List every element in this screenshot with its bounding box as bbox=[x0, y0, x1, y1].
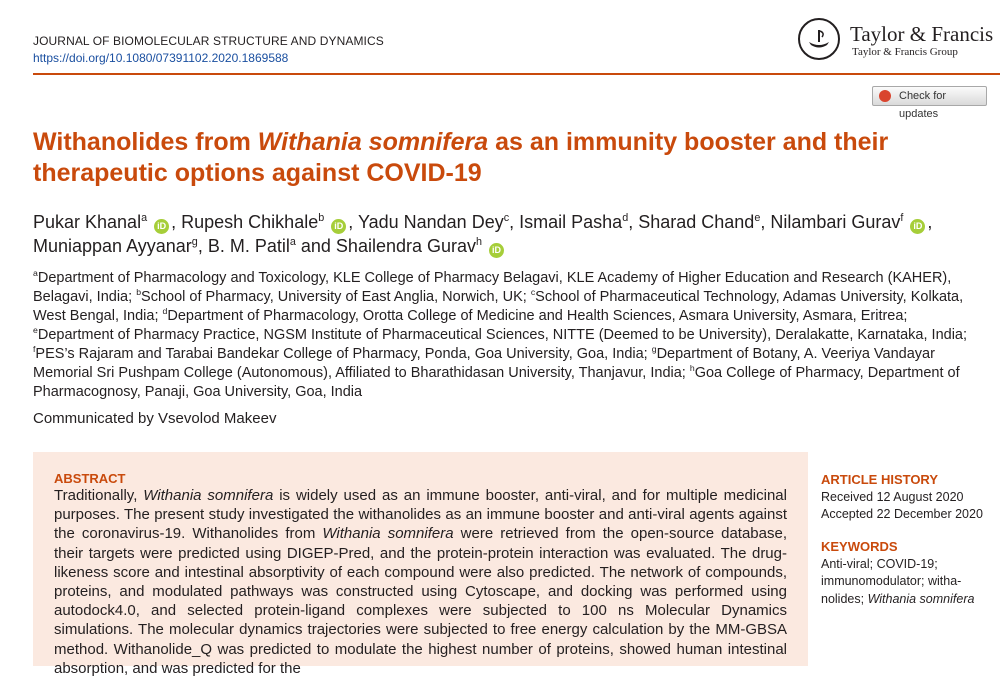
author-separator: , bbox=[927, 212, 933, 232]
affiliation-text: School of Pharmaceutical Technology, Adamas University, Kolkata, West Bengal, India; bbox=[33, 289, 964, 324]
doi-link[interactable]: https://doi.org/10.1080/07391102.2020.1869588 bbox=[33, 51, 289, 65]
author-affiliation-mark: a bbox=[289, 236, 296, 248]
author-name[interactable]: Shailendra Gurav bbox=[335, 236, 477, 256]
author-affiliation-mark: d bbox=[622, 212, 629, 224]
communicated-by: Communicated by Vsevolod Makeev bbox=[33, 410, 277, 427]
abstract-text: Traditionally, Withania somnifera is widely used as an immune booster, anti-viral, and for multiple medicinal purposes. The present study investigated the withanolides as an immune booster and anti-viral agents against the coronavirus-19. Withanolides from Withania somnifera were retrieved from the open-source database, their targets were predicted using DIGEP-Pred, and the protein-protein interaction was evaluated. The drug-likeness score and intestinal absorptivity of each compound were also predicted. The network of compounds, proteins, and modulated pathways was constructed using Cytoscape, and docking was performed using autodock4.0, and selected protein-ligand complexes were subjected to 100 ns Molecular Dynamics simulations. The molecular dynamics trajectories were subjected to free energy calculation by the MM-GBSA method. Withanolide_Q was predicted to modulate the highest number of proteins, showed human intestinal absorption, and was predicted for the bbox=[54, 487, 788, 677]
author-affiliation-mark: h bbox=[476, 236, 483, 248]
affiliation-key: f bbox=[33, 344, 36, 355]
affiliation-text: School of Pharmacy, University of East Anglia, Norwich, UK; bbox=[141, 289, 531, 305]
journal-name: JOURNAL OF BIOMOLECULAR STRUCTURE AND DYNAMICS bbox=[33, 34, 384, 48]
author-name[interactable]: Pukar Khanal bbox=[33, 212, 142, 232]
keywords bbox=[821, 538, 996, 608]
author-separator: , bbox=[348, 212, 358, 232]
article-history bbox=[821, 471, 996, 524]
author-name[interactable]: Rupesh Chikhale bbox=[181, 212, 319, 232]
author-separator: , bbox=[760, 212, 771, 232]
received-date: Received 12 August 2020 bbox=[821, 489, 964, 504]
publisher-name: Taylor & Francis bbox=[850, 22, 994, 46]
affiliation-key: e bbox=[33, 325, 38, 336]
affiliation-key: h bbox=[689, 363, 695, 374]
affiliation-text: Goa College of Pharmacy, Department of Pharmacognosy, Panaji, Goa University, Goa, India bbox=[33, 365, 960, 400]
article-history-heading: ARTICLE HISTORY bbox=[821, 472, 939, 487]
author-name[interactable]: Yadu Nandan Dey bbox=[357, 212, 504, 232]
abstract-heading: ABSTRACT bbox=[54, 471, 126, 486]
header-rule bbox=[33, 73, 1000, 75]
affiliation-text: Department of Pharmacology, Orotta College of Medicine and Health Sciences, Asmara University, Asmara, Eritrea; bbox=[167, 308, 908, 324]
crossmark-icon bbox=[879, 90, 891, 102]
affiliation-text: Department of Pharmacy Practice, NGSM Institute of Pharmaceutical Sciences, NITTE (Deemed to be University), Deralakatte, Karnataka, India; bbox=[37, 327, 968, 343]
affiliation-key: c bbox=[530, 287, 536, 298]
affiliation-text: Department of Pharmacology and Toxicology, KLE College of Pharmacy Belagavi, KLE Academy of Higher Education and Research (KAHER), Belagavi, India; bbox=[33, 270, 952, 305]
author-affiliation-mark: e bbox=[754, 212, 761, 224]
author-affiliation-mark: a bbox=[141, 212, 148, 224]
orcid-icon[interactable]: iD bbox=[154, 219, 169, 234]
affiliation-key: b bbox=[136, 287, 142, 298]
article-title: Withanolides from Withania somnifera as an immunity booster and their therapeutic options against COVID-19 bbox=[33, 128, 889, 187]
publisher-logo[interactable] bbox=[798, 18, 998, 68]
author-separator: , bbox=[509, 212, 520, 232]
author-name[interactable]: Nilambari Gurav bbox=[770, 212, 901, 232]
affiliation-text: Department of Botany, A. Veeriya Vandayar Memorial Sri Pushpam College (Autonomous), Affiliated to Bharathidasan University, Thanjavur, India; bbox=[33, 346, 935, 381]
publisher-emblem-icon bbox=[798, 18, 840, 60]
author-name[interactable]: B. M. Patil bbox=[207, 236, 290, 256]
affiliations bbox=[33, 269, 973, 402]
author-name[interactable]: Sharad Chand bbox=[638, 212, 755, 232]
author-affiliation-mark: c bbox=[503, 212, 510, 224]
author-affiliation-mark: g bbox=[191, 236, 198, 248]
author-separator: , bbox=[628, 212, 639, 232]
check-for-updates-label: Check for updates bbox=[899, 90, 947, 120]
affiliation-key: g bbox=[651, 344, 657, 355]
author-name[interactable]: Muniappan Ayyanar bbox=[33, 236, 192, 256]
author-separator: , bbox=[197, 236, 208, 256]
accepted-date: Accepted 22 December 2020 bbox=[821, 507, 983, 521]
author-list bbox=[33, 210, 993, 258]
keywords-heading: KEYWORDS bbox=[821, 539, 898, 554]
author-affiliation-mark: b bbox=[318, 212, 325, 224]
publisher-group: Taylor & Francis Group bbox=[852, 46, 958, 58]
affiliation-text: PES’s Rajaram and Tarabai Bandekar College of Pharmacy, Ponda, Goa University, Goa, India; bbox=[35, 346, 652, 362]
orcid-icon[interactable]: iD bbox=[331, 219, 346, 234]
keywords-text: Anti-viral; COVID-19; immunomodulator; witha-nolides; Withania somnifera bbox=[821, 556, 975, 606]
affiliation-key: a bbox=[33, 268, 38, 279]
author-name[interactable]: Ismail Pasha bbox=[519, 212, 623, 232]
check-for-updates-button[interactable] bbox=[872, 86, 987, 120]
affiliation-key: d bbox=[162, 306, 168, 317]
orcid-icon[interactable]: iD bbox=[489, 243, 504, 258]
orcid-icon[interactable]: iD bbox=[910, 219, 925, 234]
author-affiliation-mark: f bbox=[900, 212, 904, 224]
author-separator: , bbox=[171, 212, 182, 232]
author-separator: and bbox=[295, 236, 336, 256]
